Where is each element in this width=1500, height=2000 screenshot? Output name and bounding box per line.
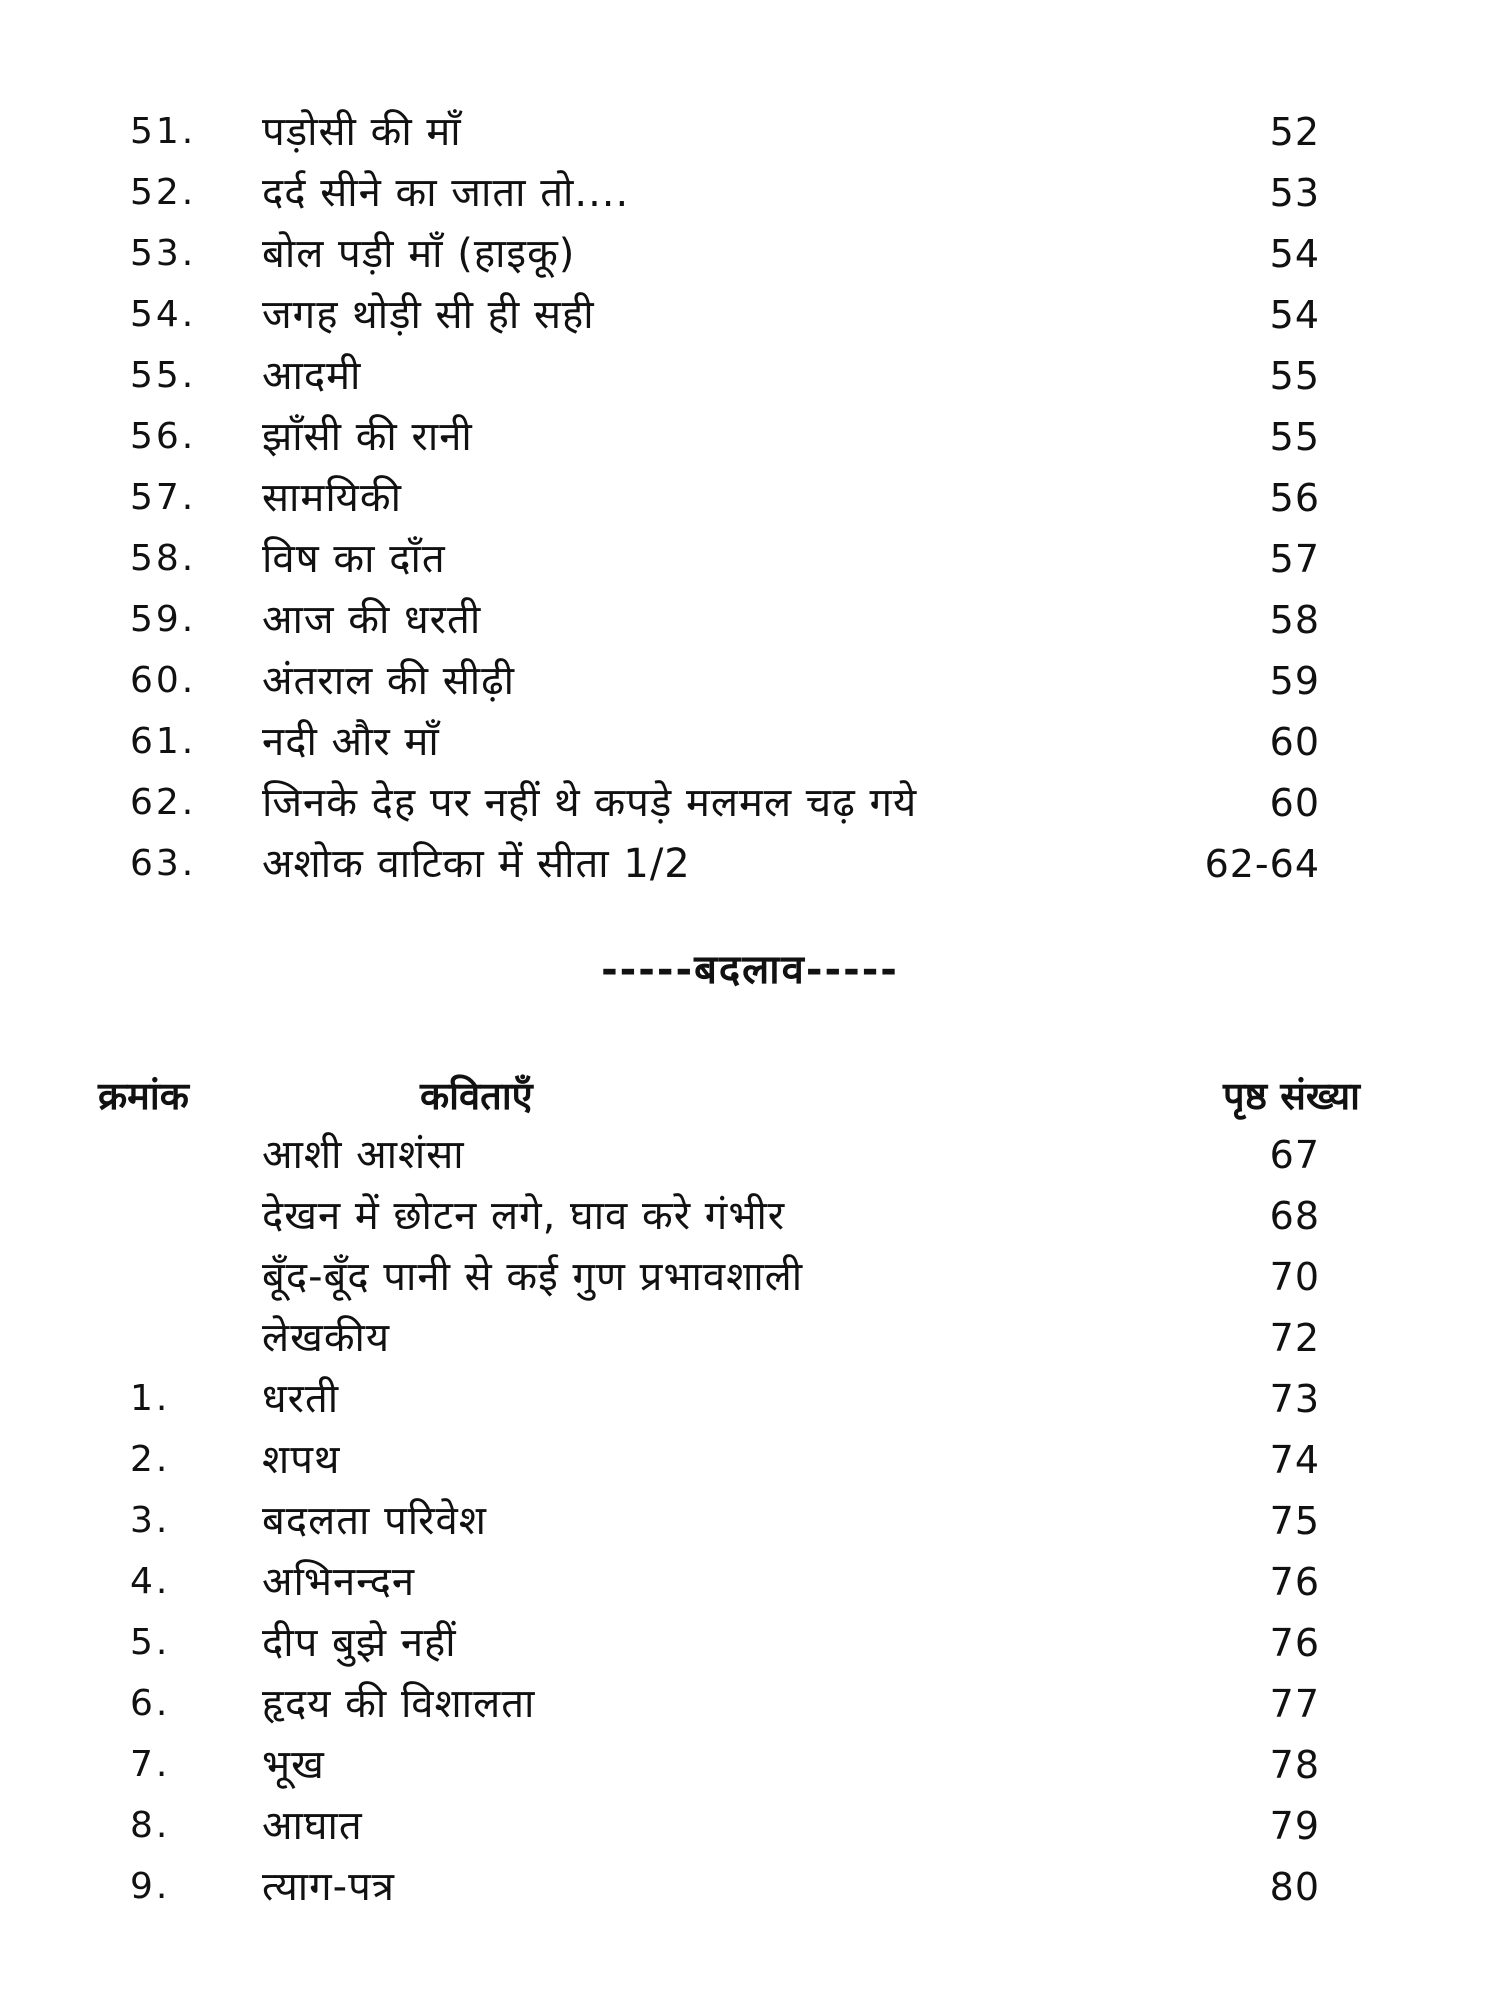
toc-row — [0, 1369, 1500, 1429]
toc-row — [0, 1552, 1500, 1612]
toc-page-number: 67 — [1269, 1133, 1320, 1177]
toc-title: आशी आशंसा — [262, 1132, 465, 1178]
header-serial: क्रमांक — [98, 1074, 189, 1118]
toc-row — [0, 773, 1500, 833]
toc-title: भूख — [262, 1742, 325, 1788]
toc-serial: 9. — [130, 1866, 171, 1907]
toc-row — [0, 712, 1500, 772]
toc-title: त्याग-पत्र — [262, 1864, 395, 1910]
toc-title: विष का दाँत — [262, 536, 446, 582]
toc-serial: 63. — [130, 843, 197, 884]
toc-page-number: 68 — [1269, 1194, 1320, 1238]
toc-page-number: 62-64 — [1204, 842, 1320, 886]
toc-page-number: 55 — [1269, 415, 1320, 459]
toc-row — [0, 1247, 1500, 1307]
toc-row — [0, 407, 1500, 467]
toc-serial: 57. — [130, 477, 197, 518]
toc-row — [0, 651, 1500, 711]
toc-title: जिनके देह पर नहीं थे कपड़े मलमल चढ़ गये — [262, 780, 918, 826]
header-title: कविताएँ — [420, 1074, 533, 1118]
toc-title: सामयिकी — [262, 475, 402, 521]
toc-row — [0, 163, 1500, 223]
toc-title: नदी और माँ — [262, 719, 440, 765]
toc-serial: 52. — [130, 172, 197, 213]
toc-page-number: 75 — [1269, 1499, 1320, 1543]
toc-row — [0, 1735, 1500, 1795]
toc-page-number: 54 — [1269, 293, 1320, 337]
toc-page-number: 76 — [1269, 1621, 1320, 1665]
toc-serial: 59. — [130, 599, 197, 640]
toc-title: बूँद-बूँद पानी से कई गुण प्रभावशाली — [262, 1254, 804, 1300]
toc-row — [0, 590, 1500, 650]
toc-serial: 60. — [130, 660, 197, 701]
toc-serial: 51. — [130, 111, 197, 152]
toc-title: अंतराल की सीढ़ी — [262, 658, 515, 704]
toc-row — [0, 224, 1500, 284]
toc-title: अभिनन्दन — [262, 1559, 416, 1605]
toc-page-number: 80 — [1269, 1865, 1320, 1909]
toc-title: लेखकीय — [262, 1315, 391, 1361]
toc-row — [0, 285, 1500, 345]
toc-page-number: 72 — [1269, 1316, 1320, 1360]
toc-title: दीप बुझे नहीं — [262, 1620, 457, 1666]
header-page-number: पृष्ठ संख्या — [1223, 1074, 1360, 1118]
toc-title: बदलता परिवेश — [262, 1498, 487, 1544]
toc-title: झाँसी की रानी — [262, 414, 473, 460]
toc-page-number: 58 — [1269, 598, 1320, 642]
toc-row — [0, 1125, 1500, 1185]
table-header — [0, 1066, 1500, 1126]
toc-title: बोल पड़ी माँ (हाइकू) — [262, 231, 576, 277]
toc-serial: 8. — [130, 1805, 171, 1846]
toc-row — [0, 1674, 1500, 1734]
toc-page-number: 55 — [1269, 354, 1320, 398]
toc-row — [0, 1308, 1500, 1368]
toc-serial: 62. — [130, 782, 197, 823]
toc-serial: 55. — [130, 355, 197, 396]
toc-row — [0, 529, 1500, 589]
toc-serial: 56. — [130, 416, 197, 457]
toc-page-number: 52 — [1269, 110, 1320, 154]
toc-page-number: 53 — [1269, 171, 1320, 215]
toc-row — [0, 1186, 1500, 1246]
toc-title: आज की धरती — [262, 597, 482, 643]
toc-serial: 58. — [130, 538, 197, 579]
toc-row — [0, 1613, 1500, 1673]
toc-serial: 4. — [130, 1561, 171, 1602]
toc-serial: 6. — [130, 1683, 171, 1724]
toc-serial: 61. — [130, 721, 197, 762]
toc-row — [0, 1796, 1500, 1856]
toc-title: देखन में छोटन लगे, घाव करे गंभीर — [262, 1193, 786, 1239]
toc-row — [0, 834, 1500, 894]
toc-page-number: 78 — [1269, 1743, 1320, 1787]
toc-row — [0, 1430, 1500, 1490]
toc-serial: 3. — [130, 1500, 171, 1541]
toc-serial: 54. — [130, 294, 197, 335]
toc-page-number: 59 — [1269, 659, 1320, 703]
toc-serial: 7. — [130, 1744, 171, 1785]
toc-title: धरती — [262, 1376, 340, 1422]
toc-page-number: 74 — [1269, 1438, 1320, 1482]
toc-page-number: 60 — [1269, 781, 1320, 825]
toc-row — [0, 1491, 1500, 1551]
toc-title: आघात — [262, 1803, 363, 1849]
toc-title: दर्द सीने का जाता तो.... — [262, 170, 630, 216]
toc-page-number: 76 — [1269, 1560, 1320, 1604]
toc-serial: 5. — [130, 1622, 171, 1663]
toc-page-number: 60 — [1269, 720, 1320, 764]
toc-page-number: 56 — [1269, 476, 1320, 520]
toc-title: शपथ — [262, 1437, 341, 1483]
toc-row — [0, 1857, 1500, 1917]
toc-serial: 1. — [130, 1378, 171, 1419]
toc-serial: 53. — [130, 233, 197, 274]
section-heading: -----बदलाव----- — [601, 947, 899, 993]
toc-title: आदमी — [262, 353, 362, 399]
toc-page-number: 79 — [1269, 1804, 1320, 1848]
toc-title: अशोक वाटिका में सीता 1/2 — [262, 841, 691, 887]
toc-serial: 2. — [130, 1439, 171, 1480]
toc-page-number: 57 — [1269, 537, 1320, 581]
toc-page-number: 73 — [1269, 1377, 1320, 1421]
toc-title: हृदय की विशालता — [262, 1681, 536, 1727]
toc-title: पड़ोसी की माँ — [262, 109, 462, 155]
toc-page-number: 54 — [1269, 232, 1320, 276]
toc-row — [0, 346, 1500, 406]
toc-title: जगह थोड़ी सी ही सही — [262, 292, 595, 338]
toc-row — [0, 468, 1500, 528]
toc-page-number: 77 — [1269, 1682, 1320, 1726]
toc-page-number: 70 — [1269, 1255, 1320, 1299]
toc-row — [0, 102, 1500, 162]
